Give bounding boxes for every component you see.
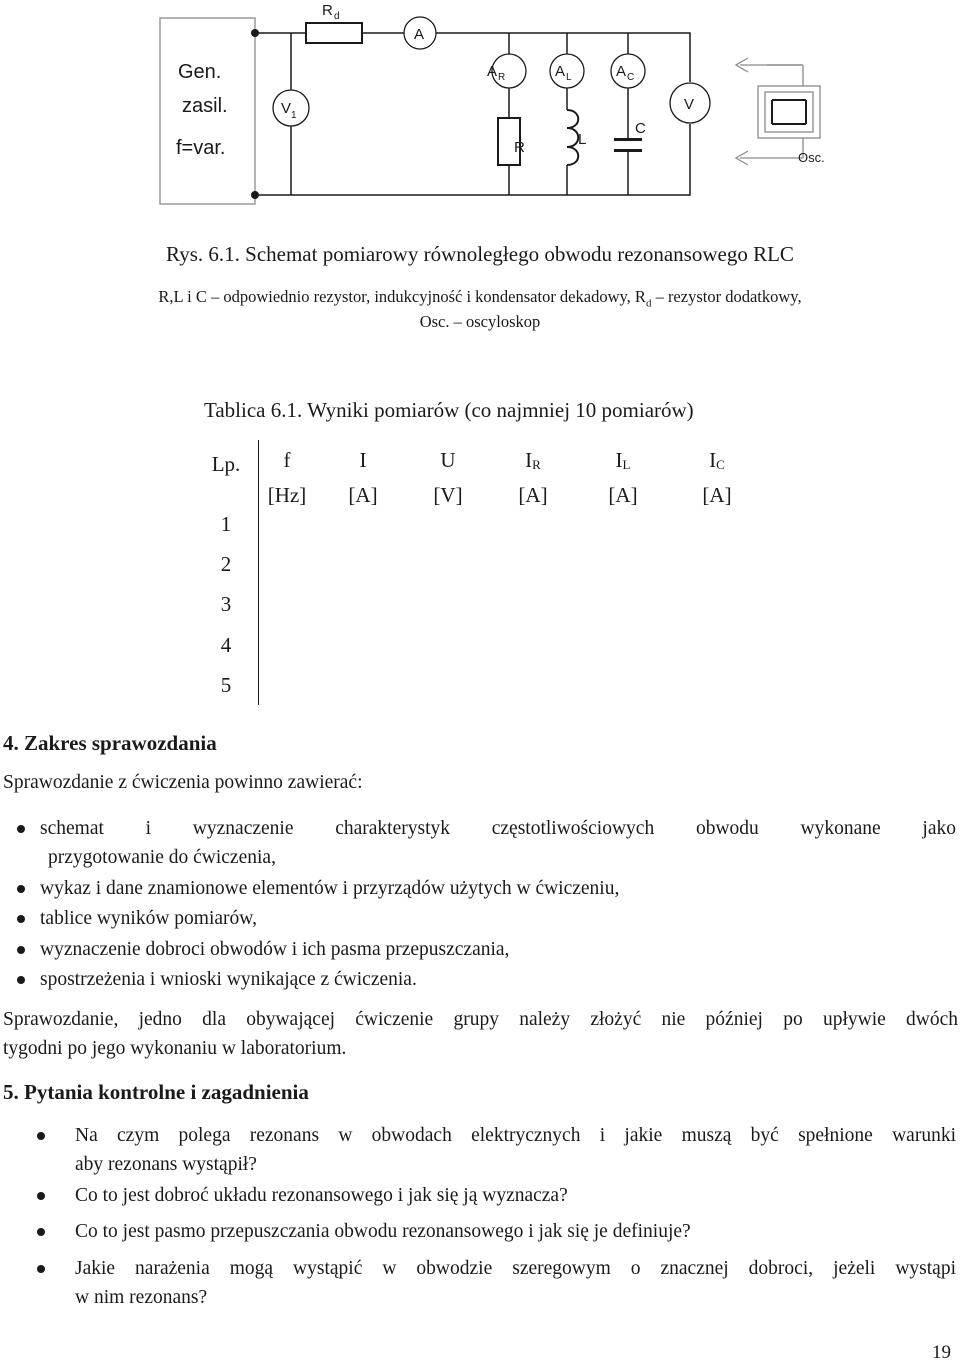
col-symbol: I bbox=[525, 448, 533, 472]
col-sub: L bbox=[622, 457, 631, 472]
bottom-wire bbox=[255, 124, 690, 195]
table-row-number: 5 bbox=[220, 673, 232, 697]
section-4-item: tablice wyników pomiarów, bbox=[40, 908, 257, 929]
inductor-l bbox=[567, 110, 578, 165]
al-label: A bbox=[555, 63, 566, 80]
rd-label: R bbox=[322, 2, 333, 19]
osc-label: Osc. bbox=[798, 150, 825, 165]
section-4-closing-end: tygodni po jego wykonaniu w laboratorium. bbox=[3, 1038, 347, 1059]
section-4-item: schemat i wyznaczenie charakterystyk częstotliwościowych obwodu wykonane jako bbox=[40, 818, 956, 839]
section-4-heading: 4. Zakres sprawozdania bbox=[3, 731, 217, 755]
col-unit: [Hz] bbox=[267, 483, 307, 507]
section-4-item: spostrzeżenia i wnioski wynikające z ćwiczenia. bbox=[40, 969, 417, 990]
section-5-heading: 5. Pytania kontrolne i zagadnienia bbox=[3, 1080, 309, 1104]
col-sub: C bbox=[716, 457, 725, 472]
section-4-item-continued: przygotowanie do ćwiczenia, bbox=[48, 847, 276, 868]
bullet-dot bbox=[17, 976, 25, 984]
rd-label-sub: d bbox=[334, 11, 340, 22]
gen-label-3: f=var. bbox=[176, 137, 226, 159]
question-item-continued: aby rezonans wystąpił? bbox=[75, 1154, 257, 1175]
section-4-item: wyznaczenie dobroci obwodów i ich pasma przepuszczania, bbox=[40, 939, 510, 960]
ar-label: A bbox=[487, 63, 498, 80]
circuit-diagram bbox=[0, 0, 960, 215]
ar-label-sub: R bbox=[498, 72, 506, 83]
table-title: Tablica 6.1. Wyniki pomiarów (co najmniej 10 pomiarów) bbox=[204, 398, 694, 422]
col-symbol: I bbox=[615, 448, 623, 472]
table-col-header bbox=[694, 445, 740, 510]
section-4-closing: Sprawozdanie, jedno dla obywającej ćwiczenie grupy należy złożyć nie później po upływie dwóch bbox=[3, 1009, 958, 1030]
bullet-dot bbox=[17, 915, 25, 923]
al-label-sub: L bbox=[566, 72, 572, 83]
col-unit: [A] bbox=[702, 483, 732, 507]
table-row-number: 2 bbox=[220, 552, 232, 576]
v1-label-sub: 1 bbox=[291, 110, 297, 121]
bullet-dot bbox=[17, 946, 25, 954]
table-row-number: 1 bbox=[220, 512, 232, 536]
gen-label-1: Gen. bbox=[178, 61, 222, 83]
col-unit: [A] bbox=[348, 483, 378, 507]
table-col-header bbox=[262, 445, 312, 510]
bullet-dot bbox=[37, 1192, 45, 1200]
section-4-item: wykaz i dane znamionowe elementów i przyrządów użytych w ćwiczeniu, bbox=[40, 878, 620, 899]
table-col-header bbox=[510, 445, 556, 510]
ac-label-sub: C bbox=[627, 72, 635, 83]
l-label: L bbox=[578, 131, 587, 148]
v-out-label: V bbox=[684, 96, 695, 113]
figure-caption-osc: Osc. – oscyloskop bbox=[419, 312, 541, 331]
bullet-dot bbox=[37, 1132, 45, 1140]
table-divider bbox=[258, 440, 259, 705]
table-col-header bbox=[600, 445, 646, 510]
figure-caption-title: Rys. 6.1. Schemat pomiarowy równoległego obwodu rezonansowego RLC bbox=[166, 242, 794, 266]
legend-part-a: R,L i C – odpowiednio rezystor, indukcyjność i kondensator dekadowy, R bbox=[158, 287, 646, 306]
col-sub: R bbox=[532, 457, 541, 472]
table-row-number: 4 bbox=[220, 633, 232, 657]
bullet-dot bbox=[17, 825, 25, 833]
col-symbol: I bbox=[709, 448, 717, 472]
ac-label: A bbox=[616, 63, 627, 80]
question-item: Co to jest dobroć układu rezonansowego i jak się ją wyznacza? bbox=[75, 1185, 568, 1206]
legend-subscript: d bbox=[645, 297, 652, 310]
ammeter-main-label: A bbox=[414, 26, 425, 43]
question-item: Co to jest pasmo przepuszczania obwodu rezonansowego i jak się je definiuje? bbox=[75, 1221, 691, 1242]
osc-arrow-bottom bbox=[736, 151, 803, 165]
bullet-dot bbox=[37, 1265, 45, 1273]
bullet-dot bbox=[17, 885, 25, 893]
osc-arrow-top bbox=[736, 58, 803, 72]
oscilloscope-box bbox=[758, 86, 820, 138]
v1-label: V bbox=[281, 100, 292, 117]
question-item: Jakie narażenia mogą wystąpić w obwodzie szeregowym o znacznej dobroci, jeżeli wystąpi bbox=[75, 1258, 956, 1279]
question-item-continued: w nim rezonans? bbox=[75, 1287, 208, 1308]
col-symbol: I bbox=[359, 448, 367, 472]
c-label: C bbox=[635, 120, 646, 137]
bullet-dot bbox=[37, 1228, 45, 1236]
page-number: 19 bbox=[932, 1342, 951, 1363]
question-item: Na czym polega rezonans w obwodach elektrycznych i jakie muszą być spełnione warunki bbox=[75, 1125, 956, 1146]
table-col-header bbox=[340, 445, 386, 510]
section-4-intro: Sprawozdanie z ćwiczenia powinno zawierać: bbox=[3, 772, 363, 793]
capacitor-c bbox=[614, 138, 642, 141]
table-lp-header: Lp. bbox=[211, 452, 241, 476]
col-symbol: U bbox=[440, 448, 456, 472]
legend-part-b: – rezystor dodatkowy, bbox=[651, 287, 802, 306]
table-col-header bbox=[425, 445, 471, 510]
col-unit: [A] bbox=[518, 483, 548, 507]
col-unit: [V] bbox=[433, 483, 463, 507]
col-symbol: f bbox=[283, 448, 291, 472]
resistor-rd bbox=[306, 23, 362, 43]
table-row-number: 3 bbox=[220, 592, 232, 616]
col-unit: [A] bbox=[608, 483, 638, 507]
r-label: R bbox=[514, 139, 525, 156]
gen-label-2: zasil. bbox=[182, 95, 228, 117]
figure-caption-legend bbox=[0, 287, 960, 309]
